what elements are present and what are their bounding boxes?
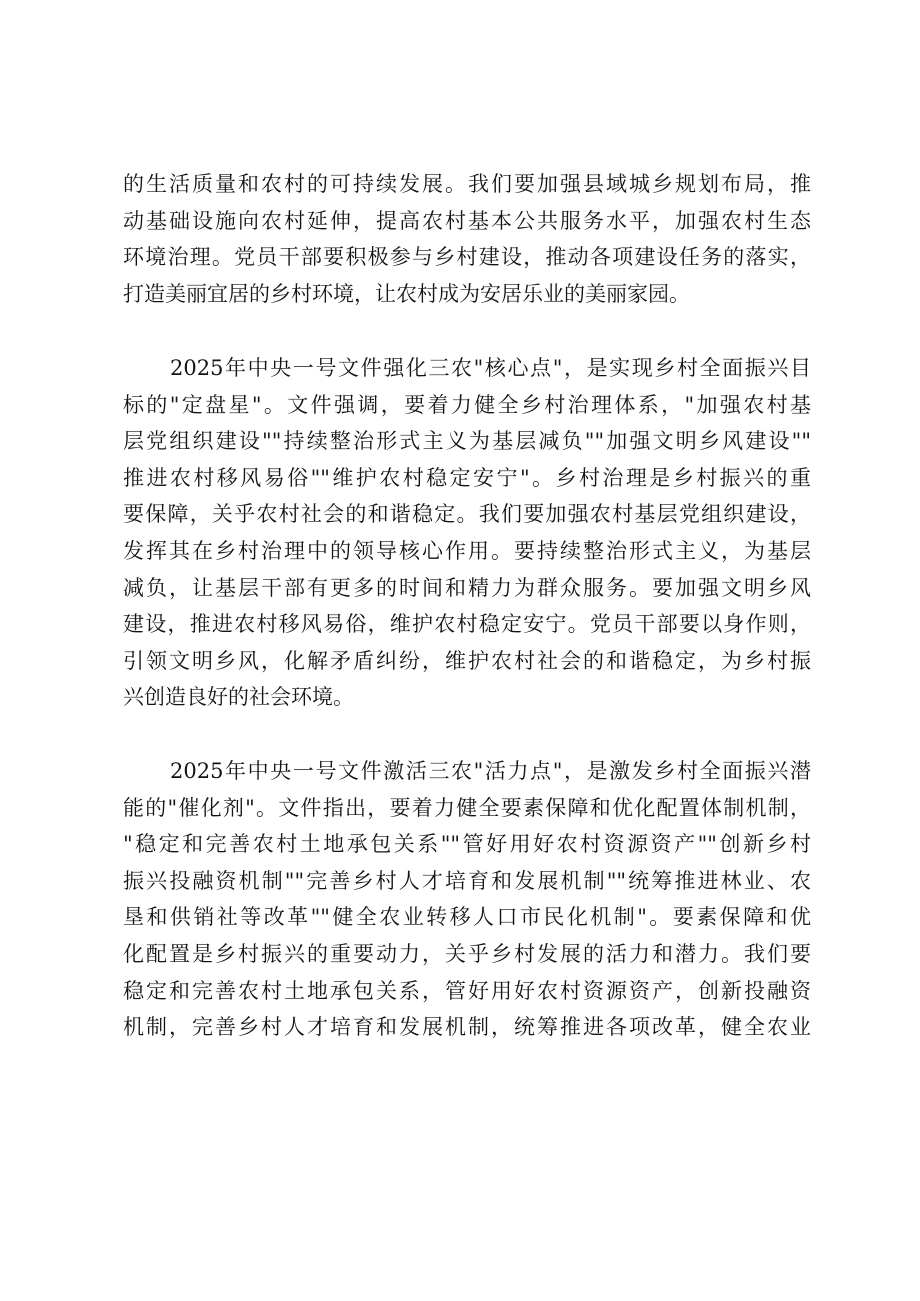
text-line: 兴创造良好的社会环境。 (123, 685, 354, 710)
text-line: 减负，让基层干部有更多的时间和精力为群众服务。要加强文明乡风 (123, 575, 811, 600)
text-line: 2025年中央一号文件激活三农"活力点"，是激发乡村全面振兴潜 (170, 759, 811, 783)
text-line: 标的"定盘星"。文件强调，要着力健全乡村治理体系，"加强农村基 (123, 392, 811, 417)
text-line: 2025年中央一号文件强化三农"核心点"，是实现乡村全面振兴目 (170, 356, 811, 380)
text-line: 垦和供销社等改革""健全农业转移人口市民化机制"。要素保障和优 (123, 905, 811, 930)
text-line: 建设，推进农村移风易俗，维护农村稳定安宁。党员干部要以身作则， (123, 612, 811, 637)
text-line: 稳定和完善农村土地承包关系，管好用好农村资源资产，创新投融资 (123, 978, 811, 1003)
text-line: 打造美丽宜居的乡村环境，让农村成为安居乐业的美丽家园。 (123, 281, 690, 306)
text-line: 能的"催化剂"。文件指出，要着力健全要素保障和优化配置体制机制， (123, 795, 811, 820)
text-line: 机制，完善乡村人才培育和发展机制，统筹推进各项改革，健全农业 (123, 1015, 811, 1040)
text-line: 化配置是乡村振兴的重要动力，关乎乡村发展的活力和潜力。我们要 (123, 941, 811, 966)
paragraph-continuation (123, 166, 811, 312)
text-line: 推进农村移风易俗""维护农村稳定安宁"。乡村治理是乡村振兴的重 (123, 465, 811, 490)
text-line: "稳定和完善农村土地承包关系""管好用好农村资源资产""创新乡村 (123, 832, 811, 857)
text-line: 振兴投融资机制""完善乡村人才培育和发展机制""统筹推进林业、农 (123, 868, 811, 893)
text-line: 要保障，关乎农村社会的和谐稳定。我们要加强农村基层党组织建设， (123, 502, 811, 527)
paragraph-core-point (123, 350, 811, 716)
text-line: 发挥其在乡村治理中的领导核心作用。要持续整治形式主义，为基层 (123, 538, 811, 563)
text-line: 环境治理。党员干部要积极参与乡村建设，推动各项建设任务的落实， (123, 245, 811, 270)
text-line: 的生活质量和农村的可持续发展。我们要加强县域城乡规划布局，推 (123, 172, 811, 196)
text-line: 层党组织建设""持续整治形式主义为基层减负""加强文明乡风建设"" (123, 429, 811, 454)
paragraph-vitality-point (123, 753, 811, 1046)
text-line: 引领文明乡风，化解矛盾纠纷，维护农村社会的和谐稳定，为乡村振 (123, 648, 811, 673)
text-line: 动基础设施向农村延伸，提高农村基本公共服务水平，加强农村生态 (123, 208, 811, 233)
